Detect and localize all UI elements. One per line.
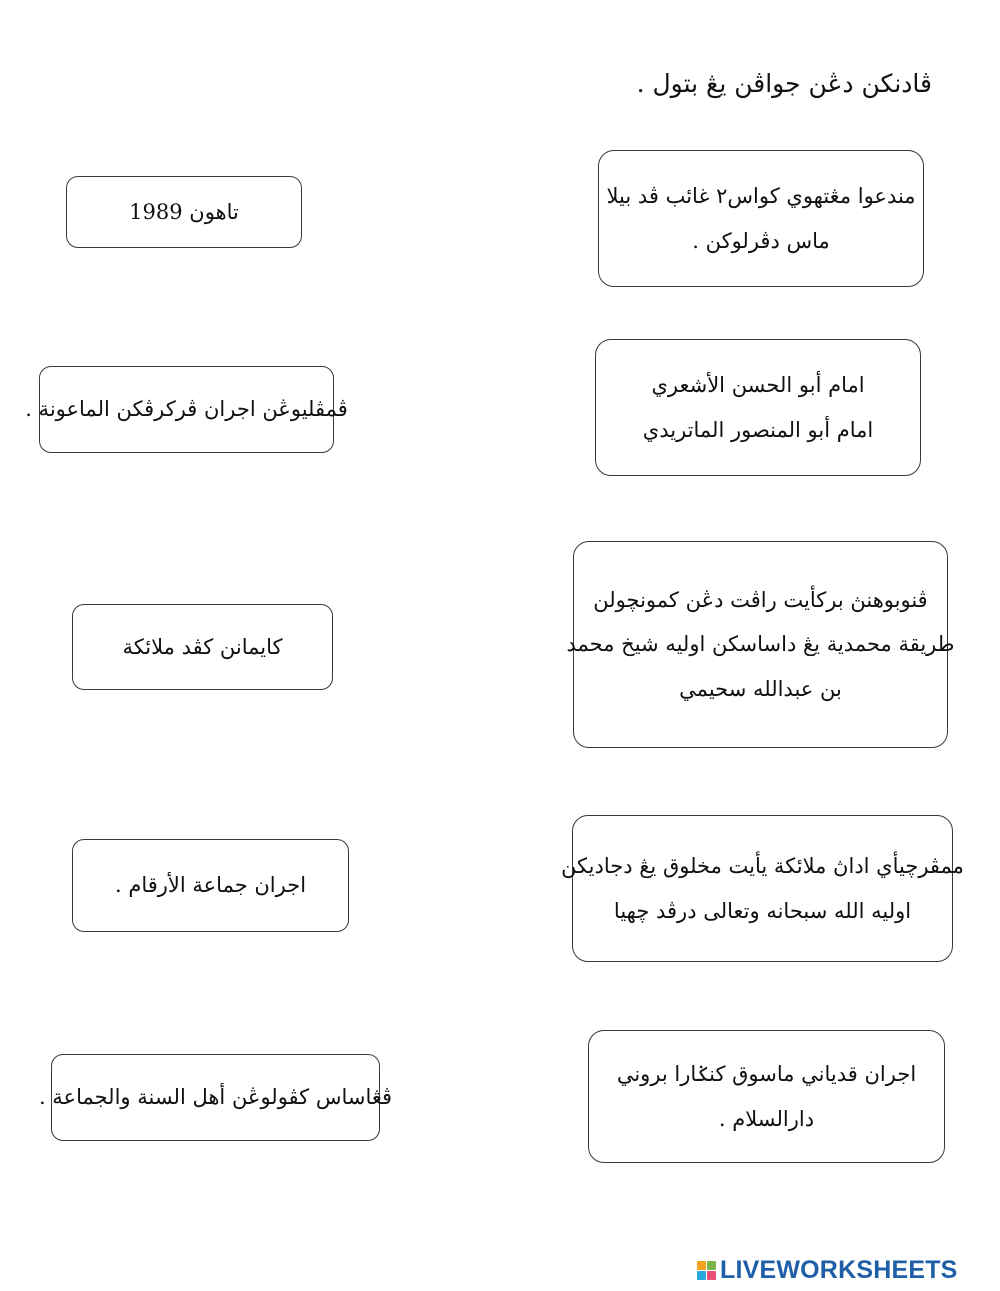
right-box-3-line-2: طريقة محمدية يڠ داساسكن اوليه شيخ محمد: [566, 632, 955, 657]
right-box-1-line-2: ماس دڤرلوكن .: [692, 228, 830, 253]
right-box-2[interactable]: [595, 339, 921, 476]
right-box-5-line-1: اجران قدياني ماسوق كنݢارا بروني: [616, 1061, 917, 1086]
right-box-2-line-1: امام أبو الحسن الأشعري: [651, 372, 865, 397]
left-box-3[interactable]: [72, 604, 333, 690]
left-box-2-text: ڤمڤليوڠن اجران ڤرکرڤكن الماعونة .: [25, 397, 348, 422]
right-box-5[interactable]: [588, 1030, 945, 1163]
right-box-4[interactable]: [561, 815, 964, 962]
instruction-title: ڤادنكن دڠن جواڤن يڠ بتول .: [636, 69, 932, 98]
left-box-4[interactable]: [72, 839, 349, 932]
right-box-2-line-2: امام أبو المنصور الماتريدي: [642, 417, 874, 442]
right-box-4-line-1: ممڤرچيأي اداڽ ملائكة يأيت مخلوق يڠ دجاديكن: [561, 853, 964, 878]
left-box-1-text: تاهون 1989: [129, 199, 239, 224]
left-box-3-text: كايمانن كڤد ملائكة: [122, 634, 283, 659]
right-box-3-line-3: بن عبدالله سحيمي: [679, 676, 842, 701]
right-box-3[interactable]: [566, 541, 955, 748]
right-box-1[interactable]: [598, 150, 924, 287]
left-box-1[interactable]: [66, 176, 302, 248]
right-box-4-line-2: اوليه الله سبحانه وتعالى درڤد چهيا: [613, 898, 912, 923]
right-box-1-line-1: مندعوا مڠتهوي كواس٢ غائب ڤد بيلا: [606, 183, 916, 208]
left-box-2[interactable]: [25, 366, 348, 453]
liveworksheets-brand: LIVEWORKSHEETS: [720, 1255, 958, 1284]
right-box-3-line-1: ڤنوبوهنڽ بركأيت راڤت دڠن كمونچولن: [593, 587, 928, 612]
left-box-5-text: ڤڠاساس كڤولوڠن أهل السنة والجماعة .: [38, 1085, 393, 1110]
left-box-4-text: اجران جماعة الأرقام .: [114, 873, 307, 898]
left-box-5[interactable]: [38, 1054, 393, 1141]
liveworksheets-logo-icon: [697, 1261, 716, 1280]
right-box-5-line-2: دارالسلام .: [718, 1106, 815, 1131]
liveworksheets-footer: [697, 1256, 958, 1284]
